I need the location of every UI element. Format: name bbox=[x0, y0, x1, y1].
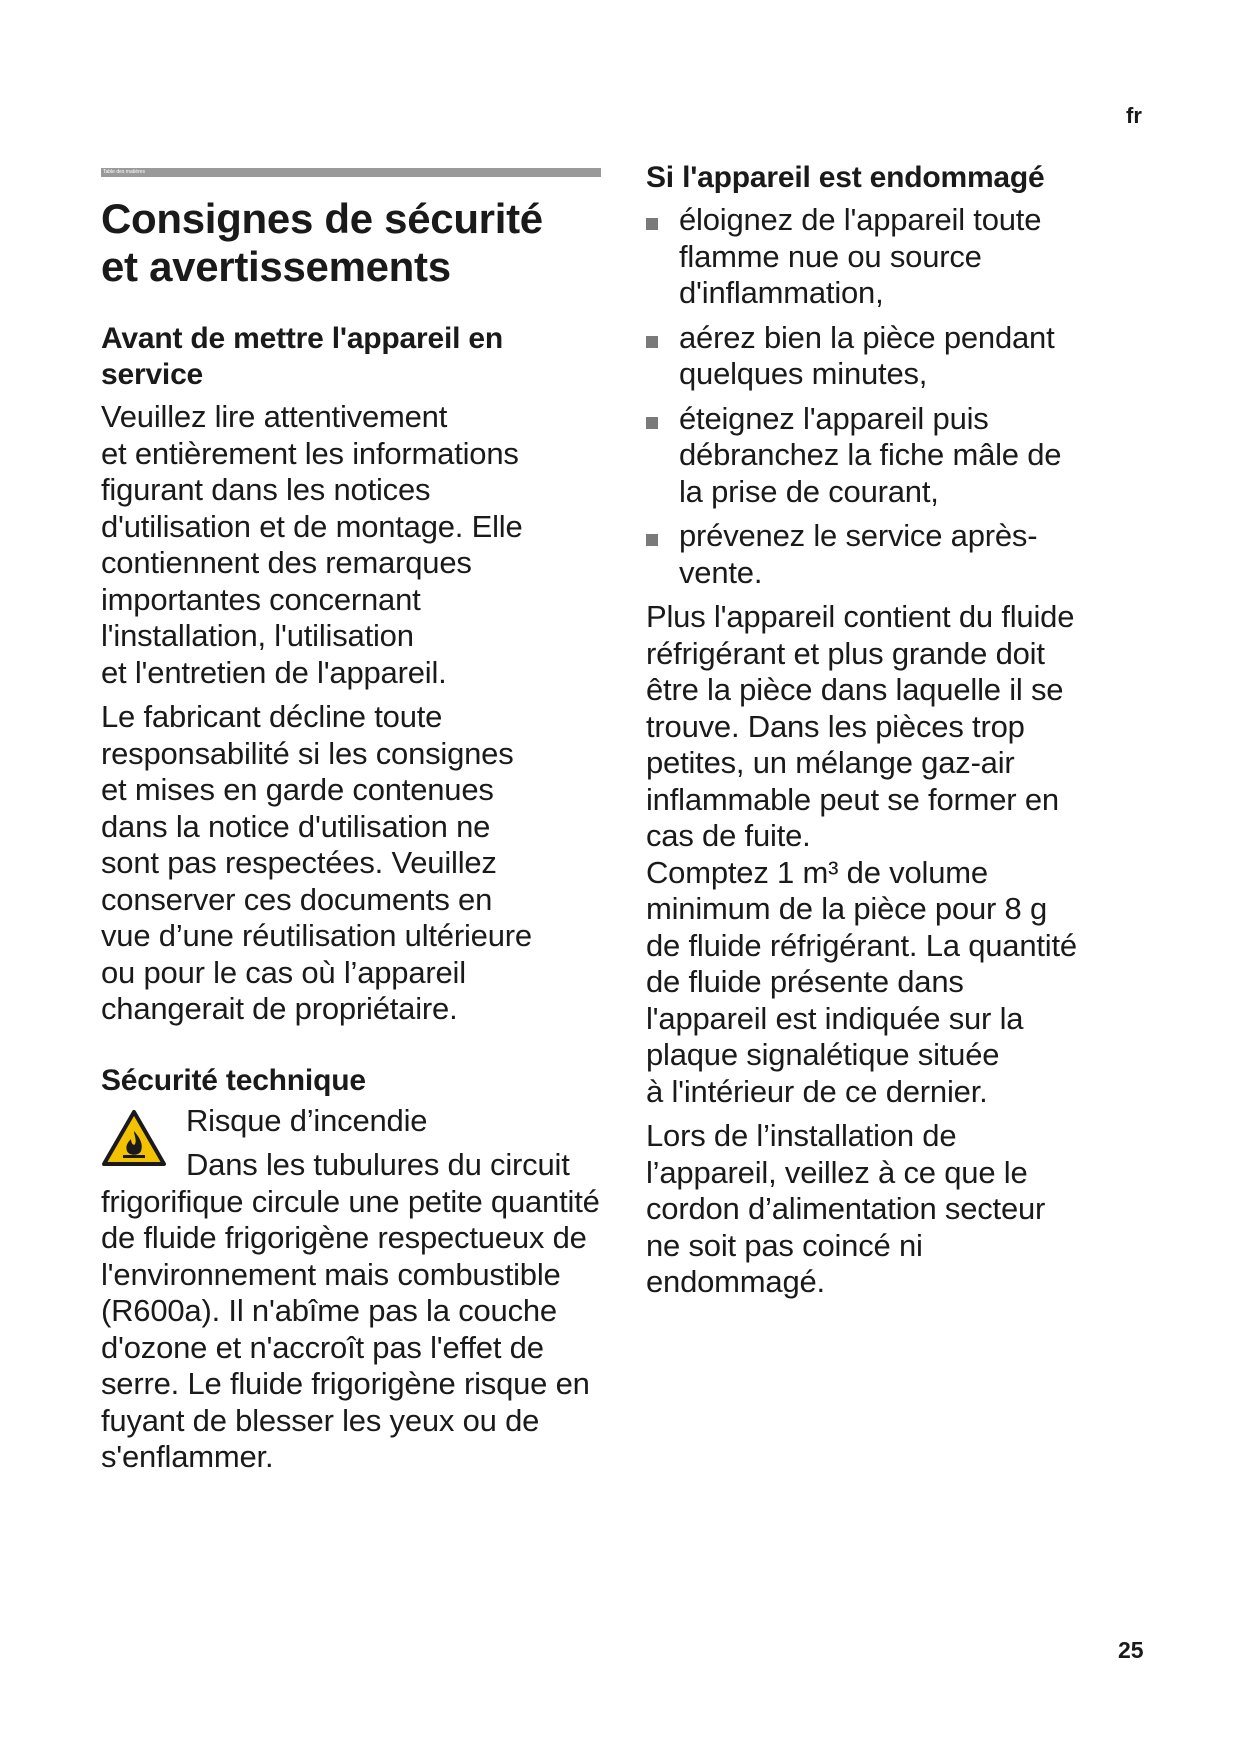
fire-warning-block bbox=[101, 1103, 601, 1476]
list-item: éteignez l'appareil puis débranchez la fiche mâle de la prise de courant, bbox=[646, 401, 1146, 511]
list-item: aérez bien la pièce pendant quelques minutes, bbox=[646, 320, 1146, 393]
language-code: fr bbox=[1126, 103, 1142, 128]
section-heading-technical-safety: Sécurité technique bbox=[101, 1063, 366, 1097]
page-number: 25 bbox=[1118, 1637, 1144, 1663]
list-item: prévenez le service après- vente. bbox=[646, 518, 1146, 591]
page-title: Consignes de sécurité et avertissements bbox=[101, 195, 543, 290]
list-item: éloignez de l'appareil toute flamme nue ou source d'inflammation, bbox=[646, 202, 1146, 312]
paragraph-power-cord: Lors de l’installation de l’appareil, veillez à ce que le cordon d’alimentation secteur ne soit pas coincé ni endommagé. bbox=[646, 1118, 1046, 1299]
bullet-icon bbox=[646, 218, 658, 230]
bullet-icon bbox=[646, 417, 658, 429]
section-rule bbox=[101, 168, 601, 177]
right-column bbox=[646, 160, 1146, 1301]
fire-warning-icon bbox=[101, 1109, 167, 1167]
left-column bbox=[101, 168, 601, 1476]
warning-title: Risque d’incendie bbox=[186, 1102, 428, 1138]
warning-body: Dans les tubulures du circuit frigorifique circule une petite quantité de fluide frigorigène respectueux de l'environnement mais combustible (R600a). Il n'abîme pas la couche d'ozone et n'accroît pas l'effet de serre. Le fluide frigorigène risque en fuyant de blesser les yeux ou de s'enflammer. bbox=[101, 1147, 600, 1474]
paragraph-manufacturer-liability: Le fabricant décline toute responsabilité si les consignes et mises en garde contenues dans la notice d'utilisation ne sont pas respectées. Veuillez conserver ces documents en vue d’une réutilisation ultérieure ou pour le cas où l’appareil changerait de propriétaire. bbox=[101, 699, 532, 1026]
paragraph-refrigerant-room-size: Plus l'appareil contient du fluide réfrigérant et plus grande doit être la pièce dans laquelle il se trouve. Dans les pièces trop petites, un mélange gaz-air inflammable peut se former en cas de fuite. Comptez 1 m³ de volume minimum de la pièce pour 8 g de fluide réfrigérant. La quantité de fluide présente dans l'appareil est indiquée sur la plaque signalétique située à l'intérieur de ce dernier. bbox=[646, 599, 1077, 1109]
rule-tag: Table des matières bbox=[103, 169, 145, 175]
bullet-icon bbox=[646, 534, 658, 546]
damage-instructions-list bbox=[646, 202, 1146, 591]
bullet-icon bbox=[646, 336, 658, 348]
section-heading-damaged-appliance: Si l'appareil est endommagé bbox=[646, 161, 1045, 194]
section-heading-before-use: Avant de mettre l'appareil en service bbox=[101, 322, 504, 391]
paragraph-read-instructions: Veuillez lire attentivement et entièrement les informations figurant dans les notices d'utilisation et de montage. Elle contiennent des remarques importantes concernant l'installation, l'utilisation et l'entretien de l'appareil. bbox=[101, 399, 523, 690]
